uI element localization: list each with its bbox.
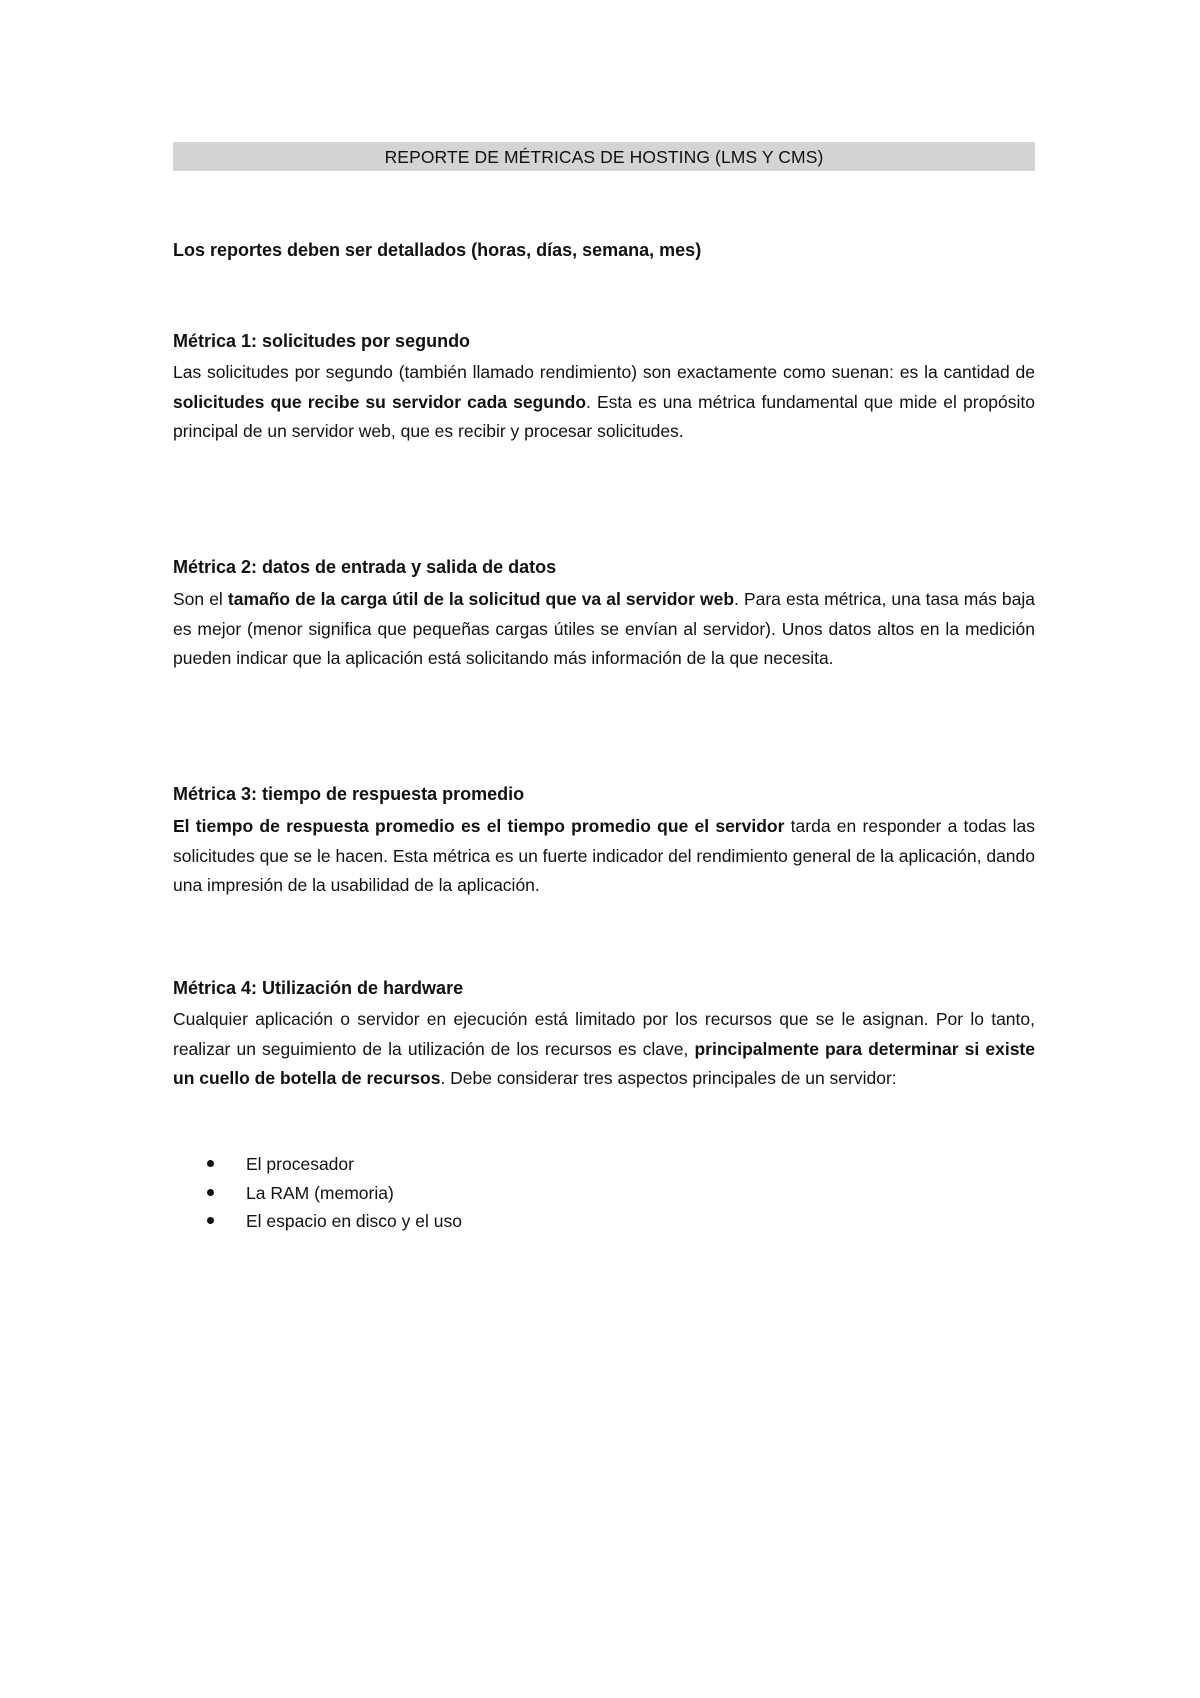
metric-1-bold-text: solicitudes que recibe su servidor cada segundo [173,391,587,412]
metric-1-text-end: . Esta es una métrica fundamental que mide el propósito principal de un servidor web, que es recibir y procesar solicitudes. [173,391,1036,441]
metric-2-paragraph [173,585,1035,674]
bullet-icon [207,1160,214,1167]
metric-4-text-end: . Debe considerar tres aspectos principales de un servidor: [440,1068,897,1088]
list-item [173,1150,1035,1179]
document-title: REPORTE DE MÉTRICAS DE HOSTING (LMS Y CMS) [173,142,1035,171]
bullet-icon [207,1189,214,1196]
metric-3-heading: Métrica 3: tiempo de respuesta promedio [173,784,525,804]
metric-4-heading: Métrica 4: Utilización de hardware [173,978,464,998]
metric-1-heading: Métrica 1: solicitudes por segundo [173,331,471,351]
hardware-aspects-list [173,1150,1035,1236]
metric-1-paragraph [173,358,1035,447]
metric-3-paragraph [173,812,1035,901]
metric-2-heading: Métrica 2: datos de entrada y salida de datos [173,557,557,577]
list-item-text: La RAM (memoria) [246,1182,394,1203]
metric-2-text-start: Son el [173,589,228,609]
intro-text: Los reportes deben ser detallados (horas, días, semana, mes) [173,240,702,260]
list-item-text: El espacio en disco y el uso [246,1211,462,1231]
metric-4-bold-text: principalmente para determinar si existe un cuello de botella de recursos [173,1038,1035,1088]
metric-4-paragraph [173,1005,1035,1094]
metric-4-text-start: Cualquier aplicación o servidor en ejecución está limitado por los recursos que se le asignan. Por lo tanto, realizar un seguimiento de la utilización de los recursos es clave, [173,1009,1035,1059]
list-item [173,1179,1035,1208]
bullet-icon [207,1217,214,1224]
metric-2-bold-text: tamaño de la carga útil de la solicitud que va al servidor web [227,589,735,609]
metric-3-text-end: tarda en responder a todas las solicitudes que se le hacen. Esta métrica es un fuerte indicador del rendimiento general de la aplicación, dando una impresión de la usabilidad de la aplicación. [173,816,1035,895]
metric-1-text-start: Las solicitudes por segundo (también llamado rendimiento) son exactamente como suenan: es la cantidad de [173,362,1035,382]
list-item-text: El procesador [246,1154,354,1174]
list-item [173,1207,1035,1236]
metric-3-bold-text: El tiempo de respuesta promedio es el tiempo promedio que el servidor [173,816,785,836]
metric-2-text-end: . Para esta métrica, una tasa más baja es mejor (menor significa que pequeñas cargas útiles se envían al servidor). Unos datos altos en la medición pueden indicar que la aplicación está solicitando más información de la que necesita. [173,589,1036,668]
